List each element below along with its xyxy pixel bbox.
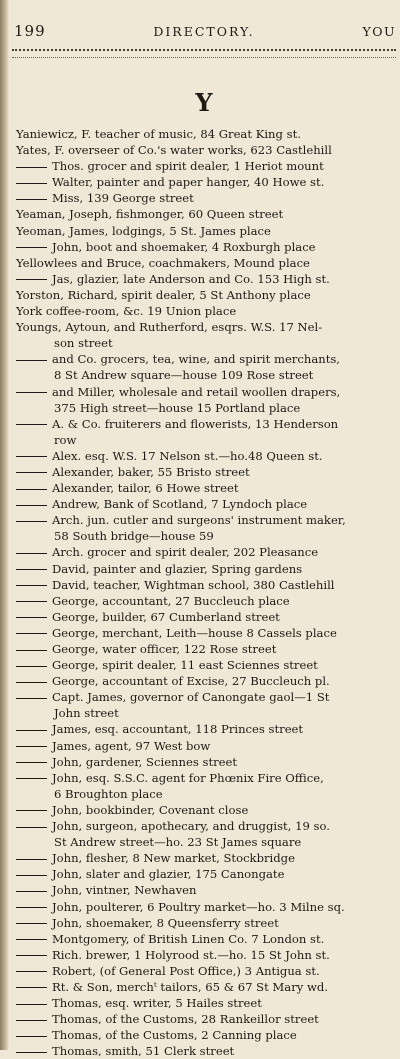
directory-entry [16, 915, 396, 931]
entry-continuation: 375 High street—house 15 Portland place [54, 400, 301, 415]
ditto-dash [16, 650, 47, 651]
ditto-dash [16, 859, 47, 860]
ditto-dash [16, 987, 47, 988]
entry-text: Thomas, of the Customs, 28 Rankeillor street [52, 1012, 319, 1027]
ditto-dash [16, 891, 47, 892]
entry-continuation: row [54, 432, 77, 447]
ditto-dash [16, 778, 47, 779]
directory-entry [16, 384, 396, 400]
entry-text: Alexander, baker, 55 Bristo street [52, 464, 250, 479]
directory-entry [16, 561, 396, 577]
ditto-dash [16, 666, 47, 667]
directory-entry [16, 544, 396, 560]
entry-text: John, esq. S.S.C. agent for Phœnix Fire Office, [52, 770, 324, 785]
directory-page [12, 0, 396, 1059]
ditto-dash [16, 392, 47, 393]
entry-text: George, builder, 67 Cumberland street [52, 609, 280, 624]
entry-text: and Miller, wholesale and retail woollen drapers, [52, 384, 341, 399]
ditto-dash [16, 424, 47, 425]
directory-entry [16, 1043, 396, 1059]
directory-entry [16, 995, 396, 1011]
directory-entry [16, 142, 396, 158]
ditto-dash [16, 633, 47, 634]
ditto-dash [16, 939, 47, 940]
directory-entry [16, 239, 396, 255]
ditto-dash [16, 762, 47, 763]
page-title: DIRECTORY. [153, 24, 255, 39]
directory-entry [16, 641, 396, 657]
ditto-dash [16, 569, 47, 570]
entry-text: A. & Co. fruiterers and flowerists, 13 Henderson [52, 416, 339, 431]
ditto-dash [16, 955, 47, 956]
directory-entry [16, 625, 396, 641]
entry-text: Jas, glazier, late Anderson and Co. 153 High st. [52, 271, 330, 286]
entry-text: Thomas, smith, 51 Clerk street [52, 1044, 235, 1059]
ditto-dash [16, 698, 47, 699]
ditto-dash [16, 730, 47, 731]
directory-entry [16, 979, 396, 995]
directory-entry [16, 802, 396, 818]
ditto-dash [16, 505, 47, 506]
entry-text: George, accountant of Excise, 27 Buccleuch pl. [52, 674, 330, 689]
directory-entry [16, 866, 396, 882]
ditto-dash [16, 1004, 47, 1005]
directory-entry [16, 931, 396, 947]
ditto-dash [16, 472, 47, 473]
running-header [12, 22, 396, 44]
entry-text: Yaniewicz, F. teacher of music, 84 Great King st. [16, 127, 301, 141]
ditto-dash [16, 167, 47, 168]
entry-text: Yeoman, James, lodgings, 5 St. James place [16, 223, 271, 238]
entry-text: Rich. brewer, 1 Holyrood st.—ho. 15 St John st. [52, 947, 330, 962]
ditto-dash [16, 827, 47, 828]
directory-entry [16, 770, 396, 786]
entry-continuation: son street [54, 336, 113, 351]
ditto-dash [16, 553, 47, 554]
ditto-dash [16, 907, 47, 908]
ditto-dash [16, 1020, 47, 1021]
entry-text: James, agent, 97 West bow [52, 738, 211, 753]
directory-entry [16, 882, 396, 898]
header-keyword: YOU [362, 24, 396, 39]
entry-text: Andrew, Bank of Scotland, 7 Lyndoch place [52, 497, 308, 512]
page-number: 199 [14, 22, 46, 40]
directory-entry [16, 416, 396, 432]
ditto-dash [16, 971, 47, 972]
entry-continuation: St Andrew street—ho. 23 St James square [54, 835, 302, 850]
entry-text: John, poulterer, 6 Poultry market—ho. 3 Milne sq. [52, 899, 345, 914]
entry-text: James, esq. accountant, 118 Princes street [52, 722, 304, 737]
entry-text: Thomas, esq. writer, 5 Hailes street [52, 996, 262, 1011]
entry-text: Yorston, Richard, spirit dealer, 5 St Anthony place [16, 287, 311, 302]
ditto-dash [16, 521, 47, 522]
ditto-dash [16, 456, 47, 457]
entry-text: Yates, F. overseer of Co.'s water works, 623 Castlehill [16, 143, 332, 158]
entry-text: John, shoemaker, 8 Queensferry street [52, 915, 279, 930]
entry-text: George, water officer, 122 Rose street [52, 642, 277, 656]
entry-continuation: 8 St Andrew square—house 109 Rose street [54, 368, 314, 383]
entry-text: George, merchant, Leith—house 8 Cassels place [52, 625, 337, 640]
directory-entry [16, 850, 396, 866]
entry-text: Walter, painter and paper hanger, 40 Howe st. [52, 175, 325, 190]
directory-entry [16, 319, 396, 335]
entry-text: Thomas, of the Customs, 2 Canning place [52, 1028, 297, 1043]
ditto-dash [16, 810, 47, 811]
directory-entry [16, 947, 396, 963]
directory-entry [16, 689, 396, 705]
entry-continuation: John street [54, 706, 119, 721]
ditto-dash [16, 360, 47, 361]
directory-entry [16, 287, 396, 303]
directory-entry [16, 303, 396, 319]
entry-text: Arch. grocer and spirit dealer, 202 Pleasance [52, 545, 319, 560]
entry-text: John, flesher, 8 New market, Stockbridge [52, 851, 295, 866]
ditto-dash [16, 1036, 47, 1037]
entry-text: George, spirit dealer, 11 east Sciennes street [52, 658, 318, 673]
directory-entry [16, 464, 396, 480]
entry-text: Rt. & Son, merchᵗ tailors, 65 & 67 St Mary wd. [52, 979, 329, 994]
page-binding-edge [0, 0, 9, 1050]
ditto-dash [16, 183, 47, 184]
entry-text: Alexander, tailor, 6 Howe street [52, 481, 239, 496]
directory-entry [16, 158, 396, 174]
entry-continuation: 58 South bridge—house 59 [54, 529, 214, 544]
directory-entry [16, 738, 396, 754]
directory-entry [16, 126, 396, 142]
ditto-dash [16, 746, 47, 747]
directory-entry [16, 448, 396, 464]
entry-text: York coffee-room, &c. 19 Union place [16, 304, 237, 319]
ditto-dash [16, 247, 47, 248]
entry-text: Yellowlees and Bruce, coachmakers, Mound place [16, 255, 310, 270]
entry-text: Thos. grocer and spirit dealer, 1 Heriot mount [52, 159, 324, 174]
entry-text: Alex. esq. W.S. 17 Nelson st.—ho.48 Queen st. [52, 448, 323, 463]
directory-entry [16, 512, 396, 528]
entry-text: Arch. jun. cutler and surgeons' instrument maker, [52, 513, 346, 528]
entry-text: George, accountant, 27 Buccleuch place [52, 593, 290, 608]
entry-text: John, bookbinder, Covenant close [52, 802, 249, 817]
ditto-dash [16, 489, 47, 490]
entry-text: Miss, 139 George street [52, 191, 194, 206]
directory-entry [16, 496, 396, 512]
ditto-dash [16, 279, 47, 280]
directory-entry [16, 480, 396, 496]
ditto-dash [16, 923, 47, 924]
directory-entry [16, 963, 396, 979]
entry-text: Capt. James, governor of Canongate gaol—1 St [52, 690, 330, 705]
entry-text: Yeaman, Joseph, fishmonger, 60 Queen street [16, 207, 284, 222]
directory-entry [16, 593, 396, 609]
directory-entry [16, 206, 396, 222]
ditto-dash [16, 585, 47, 586]
ditto-dash [16, 1052, 47, 1053]
directory-entry [16, 271, 396, 287]
header-rule [12, 49, 396, 58]
directory-entry [16, 673, 396, 689]
directory-entry [16, 818, 396, 834]
entry-text: John, boot and shoemaker, 4 Roxburgh place [52, 239, 316, 254]
ditto-dash [16, 601, 47, 602]
ditto-dash [16, 682, 47, 683]
ditto-dash [16, 199, 47, 200]
directory-entry [16, 1027, 396, 1043]
directory-entry [16, 174, 396, 190]
entry-text: John, gardener, Sciennes street [52, 754, 238, 769]
entry-text: John, slater and glazier, 175 Canongate [52, 867, 285, 882]
ditto-dash [16, 617, 47, 618]
entry-list [16, 126, 396, 1059]
directory-entry [16, 351, 396, 367]
directory-entry [16, 255, 396, 271]
entry-text: David, painter and glazier, Spring gardens [52, 561, 303, 576]
entry-continuation: 6 Broughton place [54, 786, 163, 801]
directory-entry [16, 577, 396, 593]
entry-text: Robert, (of General Post Office,) 3 Antigua st. [52, 963, 320, 978]
directory-entry [16, 609, 396, 625]
directory-entry [16, 657, 396, 673]
entry-text: John, vintner, Newhaven [52, 883, 197, 898]
section-letter: Y [195, 88, 213, 117]
entry-text: Montgomery, of British Linen Co. 7 London st. [52, 931, 325, 946]
directory-entry [16, 223, 396, 239]
entry-text: John, surgeon, apothecary, and druggist, 19 so. [52, 819, 330, 834]
ditto-dash [16, 875, 47, 876]
entry-text: and Co. grocers, tea, wine, and spirit merchants, [52, 352, 340, 367]
directory-entry [16, 899, 396, 915]
directory-entry [16, 190, 396, 206]
directory-entry [16, 721, 396, 737]
entry-text: Youngs, Aytoun, and Rutherford, esqrs. W.S. 17 Nel- [16, 320, 323, 335]
entry-text: David, teacher, Wightman school, 380 Castlehill [52, 577, 335, 592]
directory-entry [16, 754, 396, 770]
directory-entry [16, 1011, 396, 1027]
